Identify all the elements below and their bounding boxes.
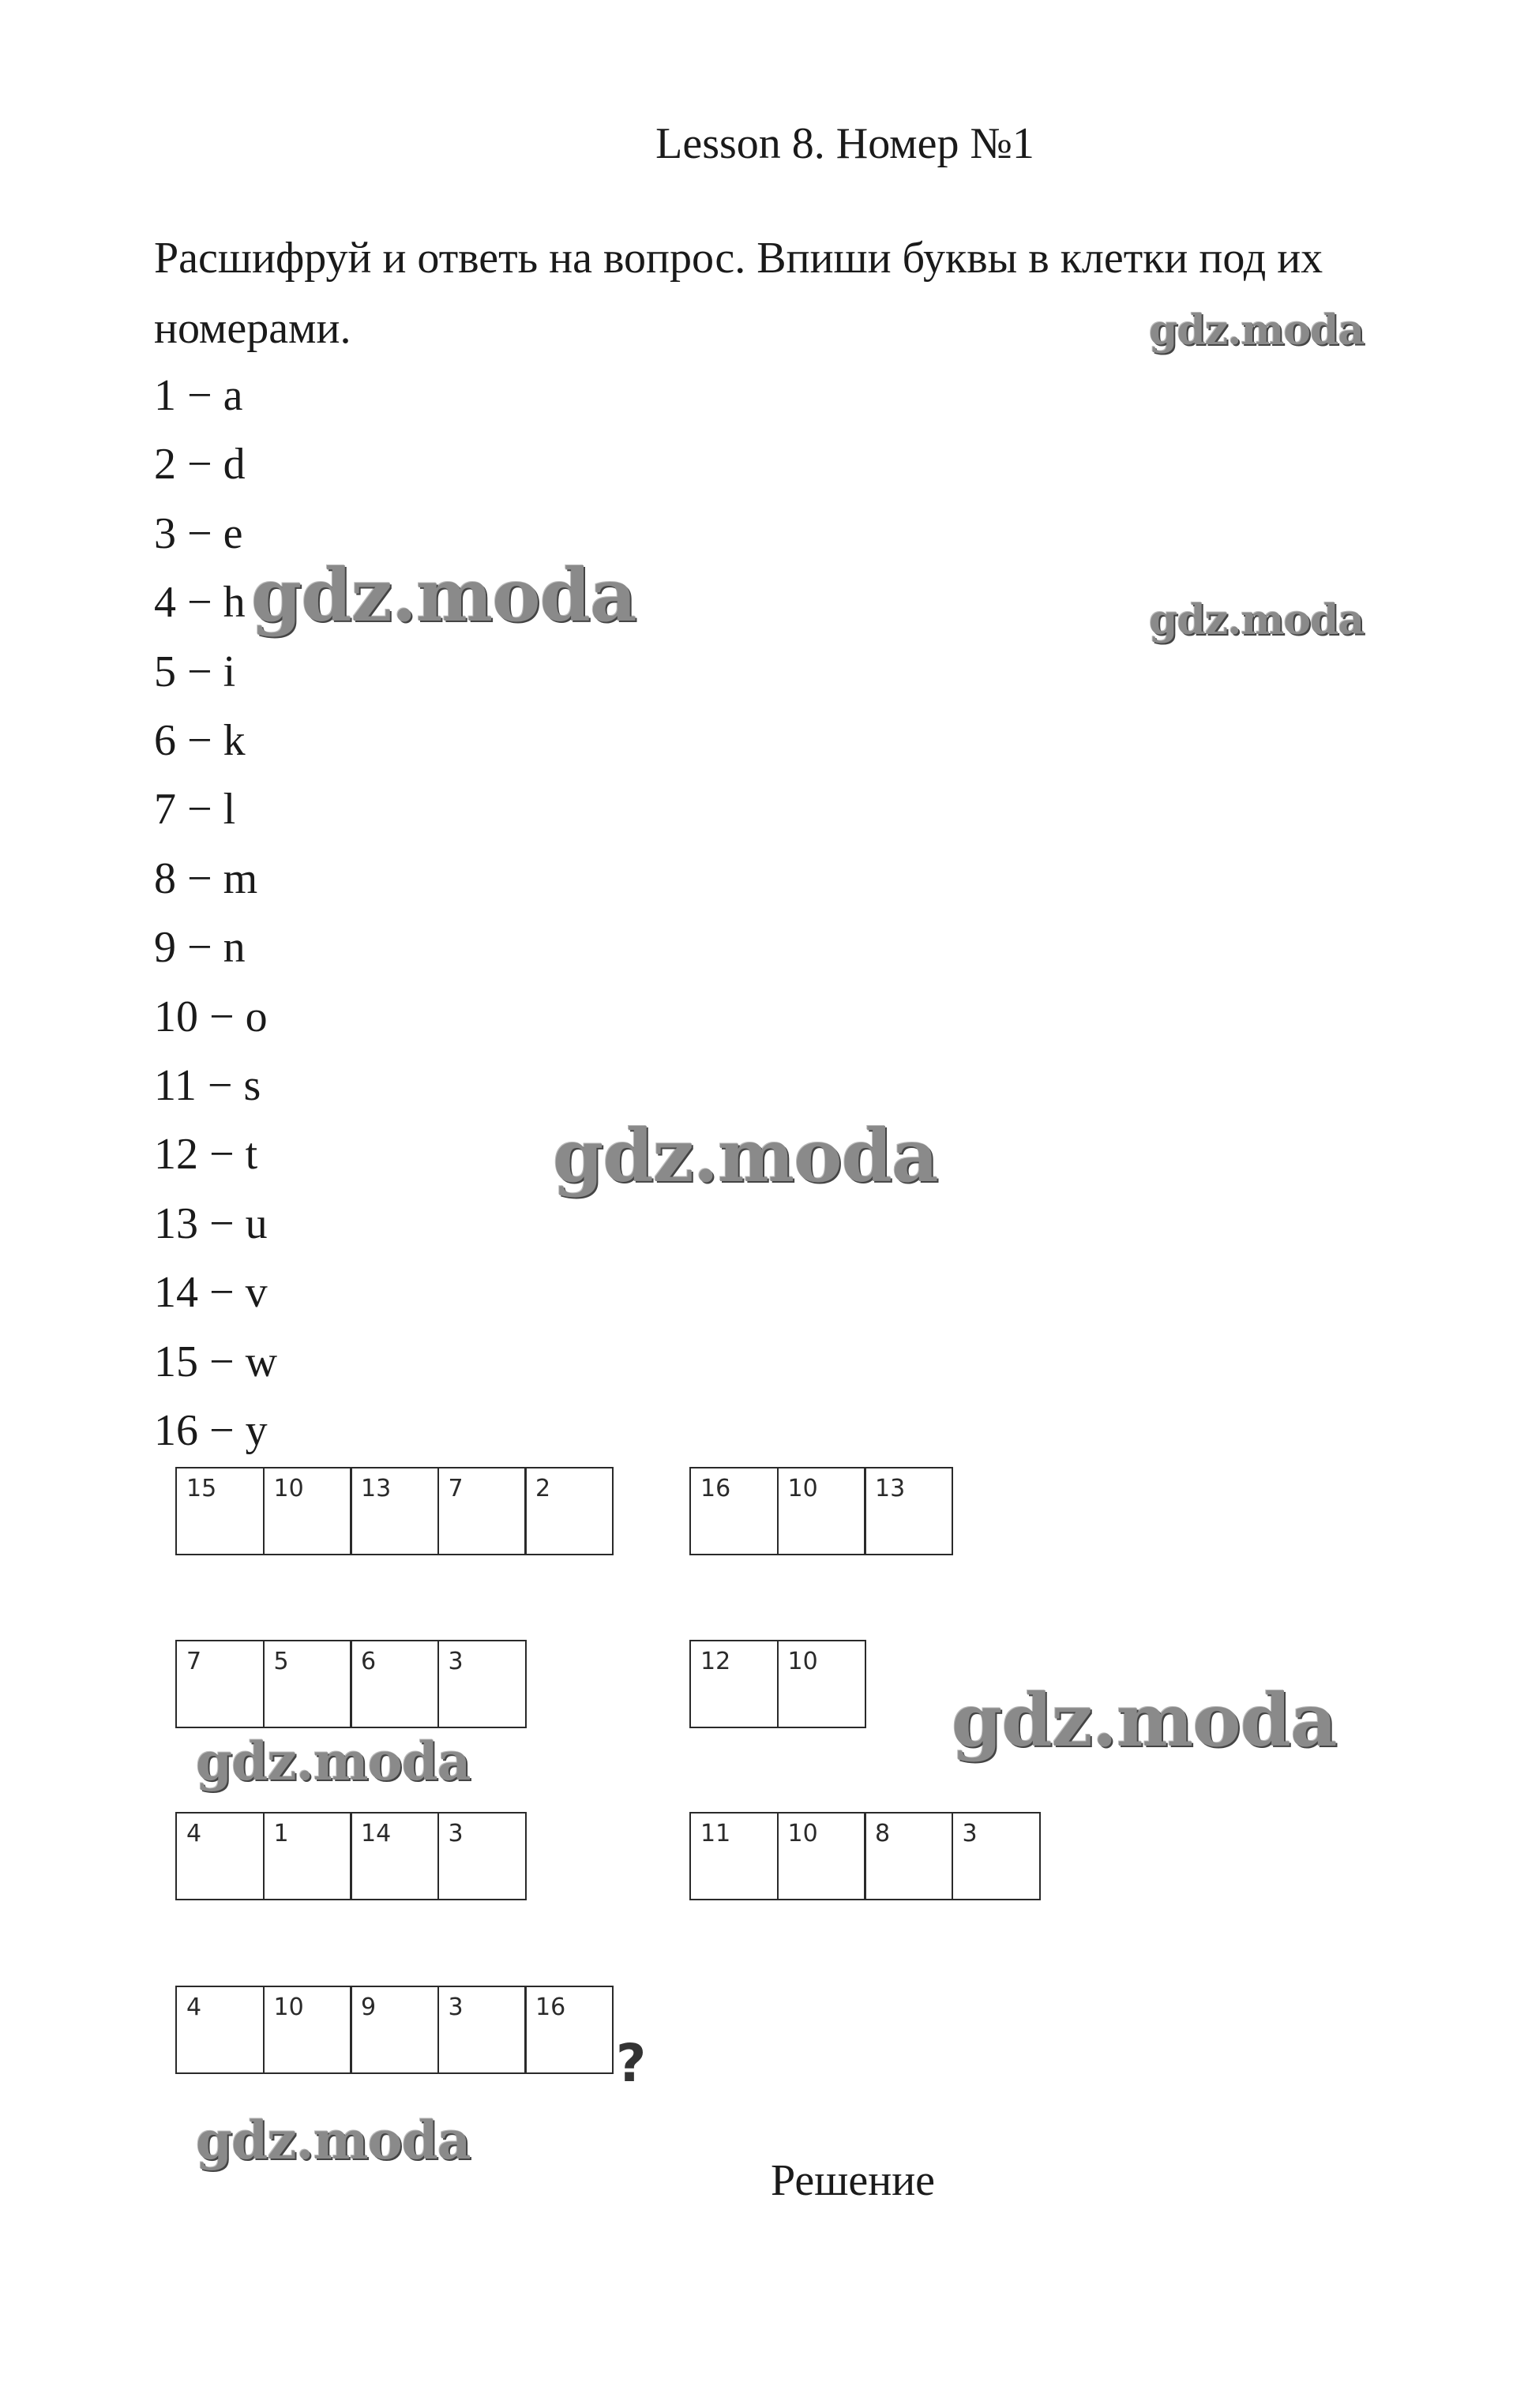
watermark: gdz.moda [196, 2110, 471, 2171]
cell-number: 10 [787, 1475, 818, 1502]
letter-cell[interactable] [175, 1812, 265, 1900]
key-item: 9 − n [154, 923, 246, 973]
letter-cell[interactable] [864, 1812, 953, 1900]
cell-number: 16 [700, 1475, 731, 1502]
letter-cell[interactable] [437, 1812, 527, 1900]
cell-number: 15 [186, 1475, 217, 1502]
letter-cell[interactable] [263, 1812, 352, 1900]
cell-number: 10 [787, 1648, 818, 1675]
cell-number: 1 [273, 1820, 289, 1847]
letter-cell[interactable] [175, 1467, 265, 1555]
cell-number: 5 [273, 1648, 289, 1675]
key-item: 15 − w [154, 1337, 278, 1386]
key-item: 5 − i [154, 647, 236, 696]
cell-number: 8 [875, 1820, 891, 1847]
cell-number: 3 [448, 1648, 464, 1675]
word-grid-3 [175, 1640, 527, 1727]
key-item: 11 − s [154, 1061, 261, 1111]
word-grid-7 [175, 1986, 614, 2072]
solution-label: Решение [770, 2156, 936, 2205]
key-item: 4 − h [154, 578, 246, 628]
watermark: gdz.moda [251, 553, 636, 638]
page-title: Lesson 8. Номер №1 [655, 119, 1034, 168]
letter-cell[interactable] [524, 1986, 614, 2074]
key-item: 16 − y [154, 1406, 268, 1456]
cell-number: 16 [535, 1994, 566, 2021]
task-line-2: номерами. [154, 304, 351, 353]
watermark: gdz.moda [952, 1678, 1337, 1763]
letter-cell[interactable] [175, 1640, 265, 1728]
letter-cell[interactable] [777, 1467, 866, 1555]
key-item: 2 − d [154, 440, 246, 489]
letter-cell[interactable] [263, 1986, 352, 2074]
key-item: 12 − t [154, 1130, 258, 1180]
cell-number: 10 [787, 1820, 818, 1847]
cell-number: 9 [361, 1994, 377, 2021]
cell-number: 12 [700, 1648, 731, 1675]
letter-cell[interactable] [350, 1640, 439, 1728]
letter-cell[interactable] [263, 1640, 352, 1728]
letter-cell[interactable] [437, 1640, 527, 1728]
cell-number: 3 [962, 1820, 978, 1847]
watermark: gdz.moda [196, 1731, 471, 1792]
word-grid-5 [175, 1812, 527, 1899]
cell-number: 10 [273, 1475, 304, 1502]
letter-cell[interactable] [689, 1467, 779, 1555]
key-item: 13 − u [154, 1198, 268, 1248]
key-item: 1 − a [154, 371, 243, 420]
letter-cell[interactable] [350, 1467, 439, 1555]
key-item: 14 − v [154, 1268, 268, 1318]
cell-number: 3 [448, 1994, 464, 2021]
key-item: 7 − l [154, 785, 236, 835]
cell-number: 14 [361, 1820, 392, 1847]
letter-cell[interactable] [689, 1640, 779, 1728]
word-grid-4 [689, 1640, 866, 1727]
watermark: gdz.moda [1149, 306, 1365, 354]
cell-number: 13 [875, 1475, 906, 1502]
cell-number: 10 [273, 1994, 304, 2021]
letter-cell[interactable] [524, 1467, 614, 1555]
letter-cell[interactable] [175, 1986, 265, 2074]
cell-number: 13 [361, 1475, 392, 1502]
letter-cell[interactable] [437, 1986, 527, 2074]
word-grid-6 [689, 1812, 1041, 1899]
cell-number: 11 [700, 1820, 731, 1847]
letter-cell[interactable] [350, 1986, 439, 2074]
letter-cell[interactable] [263, 1467, 352, 1555]
cell-number: 3 [448, 1820, 464, 1847]
cipher-key-list [154, 362, 277, 1466]
word-grid-1 [175, 1467, 614, 1554]
key-item: 3 − e [154, 508, 243, 558]
cell-number: 6 [361, 1648, 377, 1675]
cell-number: 4 [186, 1994, 202, 2021]
question-mark: ? [616, 2033, 647, 2094]
watermark: gdz.moda [1149, 596, 1365, 644]
word-grid-2 [689, 1467, 953, 1554]
key-item: 8 − m [154, 853, 258, 903]
key-item: 6 − k [154, 716, 246, 766]
watermark: gdz.moda [553, 1113, 938, 1198]
task-line-1: Расшифруй и ответь на вопрос. Впиши буквы в клетки под их [154, 234, 1323, 283]
cell-number: 2 [535, 1475, 551, 1502]
cell-number: 7 [448, 1475, 464, 1502]
key-item: 10 − o [154, 992, 268, 1041]
letter-cell[interactable] [350, 1812, 439, 1900]
letter-cell[interactable] [689, 1812, 779, 1900]
letter-cell[interactable] [952, 1812, 1041, 1900]
cell-number: 4 [186, 1820, 202, 1847]
letter-cell[interactable] [437, 1467, 527, 1555]
letter-cell[interactable] [777, 1640, 866, 1728]
cell-number: 7 [186, 1648, 202, 1675]
letter-cell[interactable] [864, 1467, 953, 1555]
letter-cell[interactable] [777, 1812, 866, 1900]
